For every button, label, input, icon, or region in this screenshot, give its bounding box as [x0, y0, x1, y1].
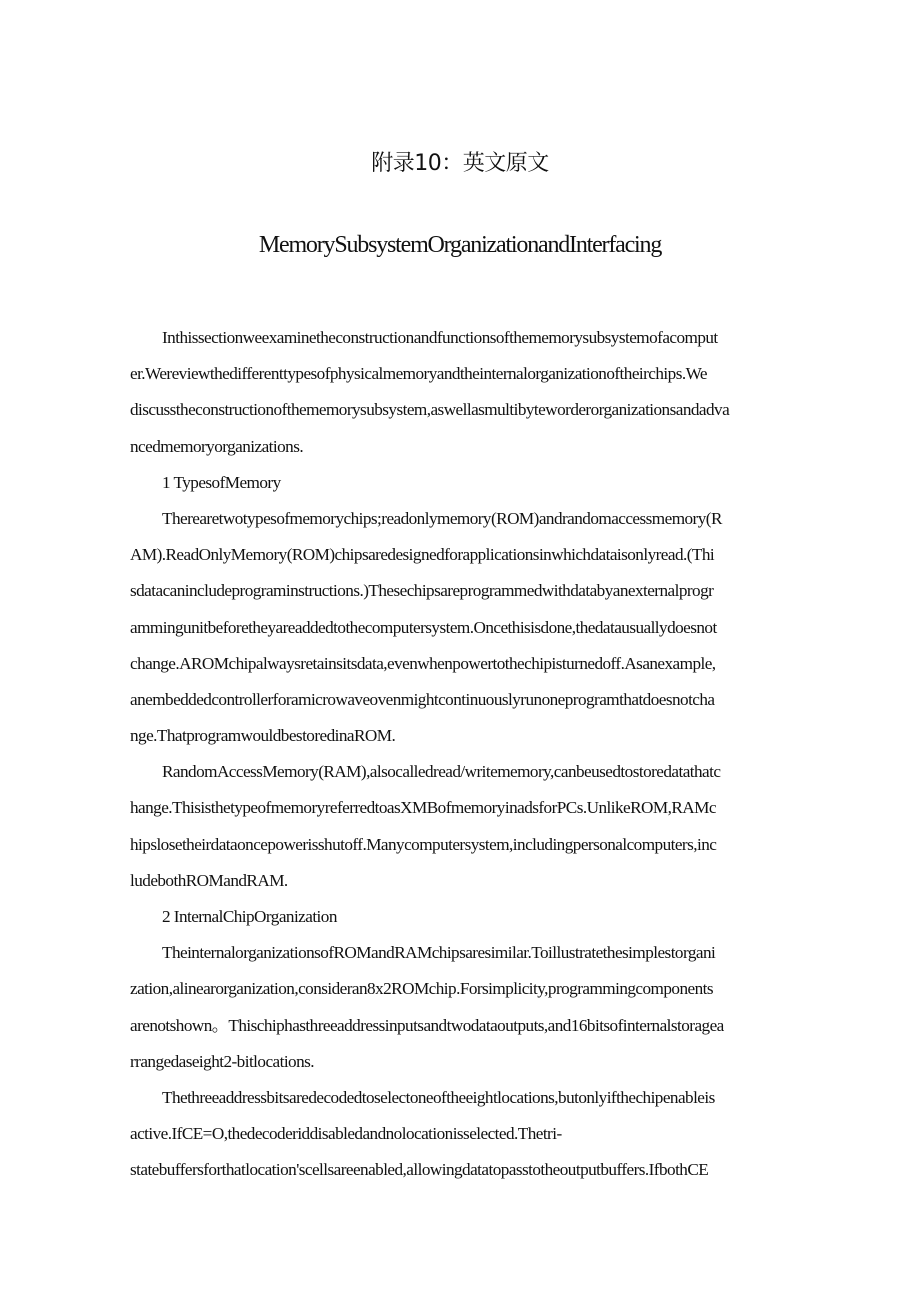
text-line: hange.ThisisthetypeofmemoryreferredtoasXMBofmemoryinadsforPCs.UnlikeROM,RAMc — [130, 798, 716, 818]
text-line: statebuffersforthatlocation'scellsareenabled,allowingdatatopasstotheoutputbuffers.IfbothCE — [130, 1160, 709, 1180]
appendix-title: 附录10：英文原文 — [371, 151, 549, 176]
text-line: 1 TypesofMemory — [162, 472, 281, 492]
text-line: arenotshown。Thischiphasthreeaddressinputsandtwodataoutputs,and16bitsofinternalstoragea — [130, 1015, 724, 1035]
text-line: AM).ReadOnlyMemory(ROM)chipsaredesignedforapplicationsinwhichdataisonlyread.(Thi — [130, 545, 715, 565]
text-line: discusstheconstructionofthememorysubsystem,aswellasmultibyteworderorganizationsandadva — [130, 400, 730, 420]
body-text — [130, 320, 814, 1189]
text-line: ludebothROMandRAM. — [130, 870, 288, 890]
text-line: 2 InternalChipOrganization — [162, 907, 337, 926]
text-line: ammingunitbeforetheyareaddedtothecomputersystem.Oncethisisdone,thedatausuallydoesnot — [130, 617, 717, 637]
text-line: TheinternalorganizationsofROMandRAMchipsaresimilar.Toillustratethesimplestorgani — [162, 943, 716, 963]
text-line: hipslosetheirdataoncepowerisshutoff.Manycomputersystem,includingpersonalcomputers,inc — [130, 834, 717, 854]
text-line: nge.ThatprogramwouldbestoredinaROM. — [130, 726, 396, 746]
text-line: sdatacanincludeprograminstructions.)Thesechipsareprogrammedwithdatabyanexternalprogr — [130, 581, 714, 601]
text-line: Inthissectionweexaminetheconstructionandfunctionsofthememorysubsystemofacomput — [162, 328, 718, 347]
text-line: anembeddedcontrollerforamicrowaveovenmightcontinuouslyrunoneprogramthatdoesnotcha — [130, 689, 715, 709]
paper-title: MemorySubsystemOrganizationandInterfacing — [258, 232, 662, 258]
text-line: ncedmemoryorganizations. — [130, 436, 304, 456]
text-line: rrangedaseight2-bitlocations. — [130, 1051, 315, 1071]
text-line: er.Wereviewthedifferenttypesofphysicalmemoryandtheinternalorganizationoftheirchips.We — [130, 364, 707, 384]
text-line: Therearetwotypesofmemorychips;readonlymemory(ROM)andrandomaccessmemory(R — [162, 508, 722, 528]
text-line: zation,alinearorganization,consideran8x2ROMchip.Forsimplicity,programmingcomponents — [130, 979, 713, 999]
text-line: active.IfCE=O,thedecoderiddisabledandnolocationisselected.Thetri- — [130, 1124, 562, 1144]
text-line: Thethreeaddressbitsaredecodedtoselectoneoftheeightlocations,butonlyifthechipenableis — [162, 1087, 715, 1107]
text-line: RandomAccessMemory(RAM),alsocalledread/writememory,canbeusedtostoredatathatc — [162, 762, 721, 782]
text-line: change.AROMchipalwaysretainsitsdata,evenwhenpowertothechipisturnedoff.Asanexample, — [130, 653, 716, 673]
